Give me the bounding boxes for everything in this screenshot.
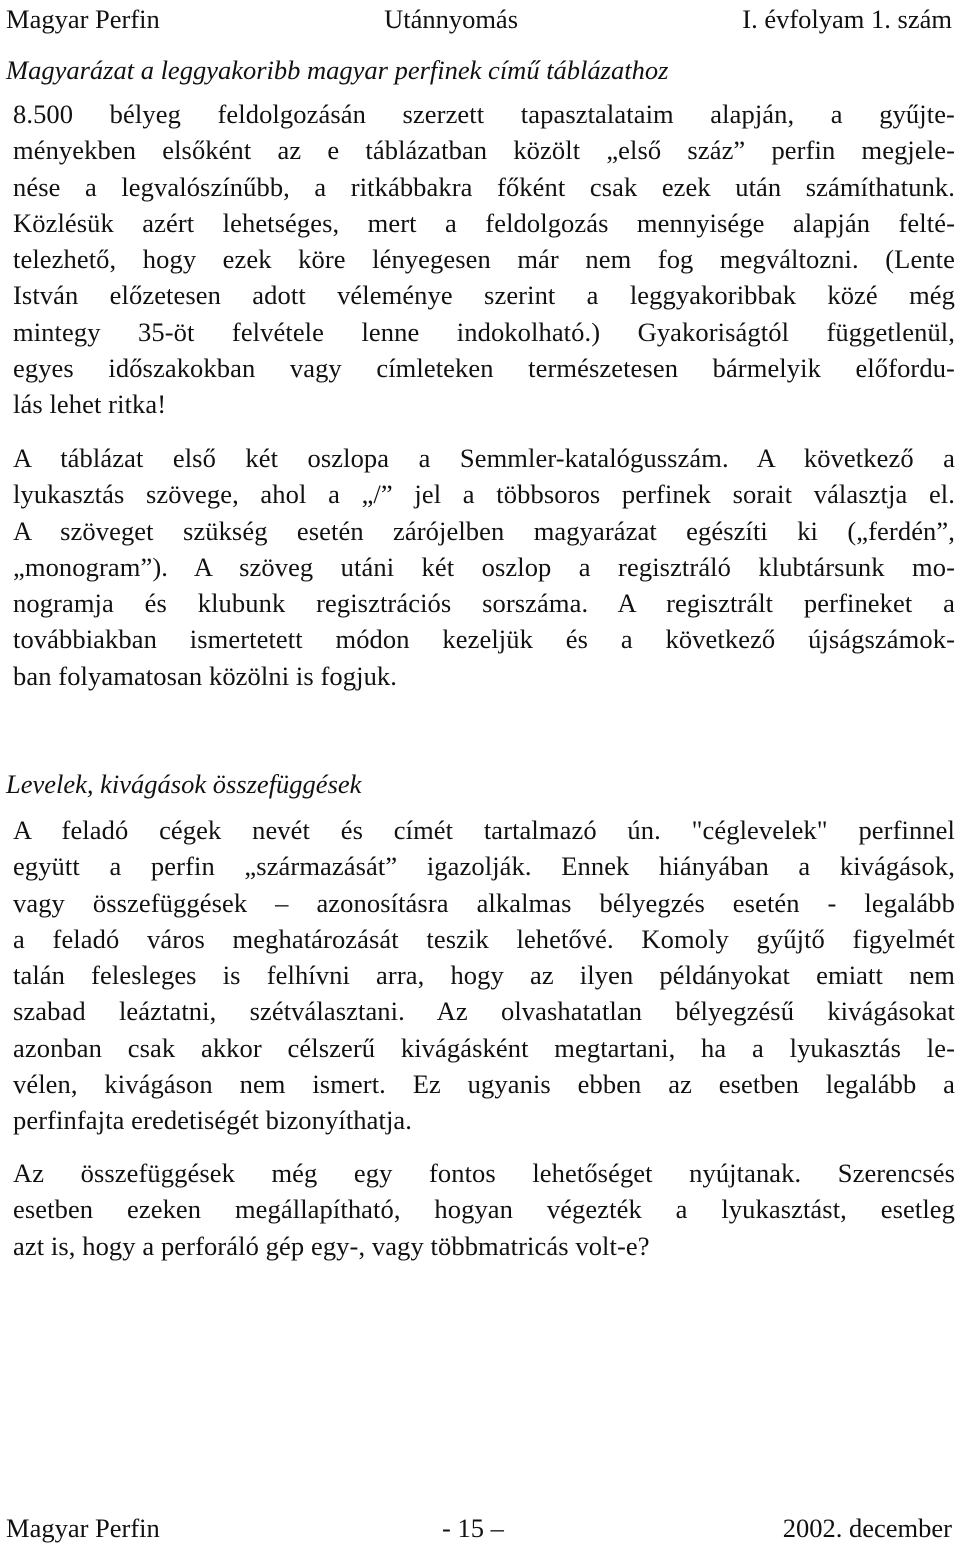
text-line: telezhető, hogy ezek köre lényegesen már nem fog megváltozni. (Lente [13,244,955,275]
text-line: A táblázat első két oszlopa a Semmler-katalógusszám. A következő a [13,443,955,473]
text-line: perfinfajta eredetiségét bizonyíthatja. [13,1105,413,1136]
text-line: vagy összefüggések – azonosításra alkalmas bélyegzés esetén - legalább [13,887,955,918]
header-publication: Magyar Perfin [6,4,160,34]
text-line: a feladó város meghatározását teszik lehetővé. Komoly gyűjtő figyelmét [13,923,955,954]
text-line: vélen, kivágáson nem ismert. Ez ugyanis ebben az esetben legalább a [13,1069,955,1100]
text-line: 8.500 bélyeg feldolgozásán szerzett tapasztalataim alapján, a gyűjte- [13,99,955,129]
paragraph-explanation-2 [13,440,955,694]
page-footer [6,1510,952,1546]
text-line: esetben ezeken megállapítható, hogyan végezték a lyukasztást, esetleg [13,1194,955,1225]
text-line: ban folyamatosan közölni is fogjuk. [13,660,397,691]
page-header [6,2,952,36]
text-line: Az összefüggések még egy fontos lehetőséget nyújtanak. Szerencsés [13,1158,955,1188]
text-line: „monogram”). A szöveg utáni két oszlop a regisztráló klubtársunk mo- [13,551,955,582]
text-line: ményekben elsőként az e táblázatban közölt „első száz” perfin megjele- [13,135,955,166]
text-line: szabad leáztatni, szétválasztani. Az olvashatatlan bélyegzésű kivágásokat [13,996,955,1027]
paragraph-letters-2 [13,1155,955,1264]
page-number: - 15 – [442,1513,504,1543]
text-line: lyukasztás szövege, ahol a „/” jel a többsoros perfinek sorait választja el. [13,479,955,510]
text-line: együtt a perfin „származását” igazolják. Ennek hiányában a kivágások, [13,851,955,882]
footer-publication: Magyar Perfin [6,1513,160,1543]
text-line: A feladó cégek nevét és címét tartalmazó ún. "céglevelek" perfinnel [13,815,955,845]
section-title-letters: Levelek, kivágások összefüggések [6,769,362,799]
header-section: Utánnyomás [384,4,519,34]
text-line: egyes időszakokban vagy címleteken természetesen bármelyik előfordu- [13,353,955,384]
text-line: István előzetesen adott véleménye szerint a leggyakoribbak közé még [13,280,955,311]
paragraph-letters-1 [13,812,955,1139]
text-line: A szöveget szükség esetén zárójelben magyarázat egészíti ki („ferdén”, [13,515,955,546]
section-title-explanation: Magyarázat a leggyakoribb magyar perfinek című táblázathoz [6,55,669,85]
text-line: továbbiakban ismertetett módon kezeljük és a következő újságszámok- [13,624,955,655]
text-line: nése a legvalószínűbb, a ritkábbakra főként csak ezek után számíthatunk. [13,171,955,202]
text-line: Közlésük azért lehetséges, mert a feldolgozás mennyisége alapján felté- [13,207,955,238]
text-line: talán felesleges is felhívni arra, hogy az ilyen példányokat emiatt nem [13,960,955,991]
footer-date: 2002. december [782,1513,952,1543]
text-line: azonban csak akkor célszerű kivágásként megtartani, ha a lyukasztás le- [13,1032,955,1063]
text-line: nogramja és klubunk regisztrációs sorszáma. A regisztrált perfineket a [13,588,955,619]
text-line: lás lehet ritka! [13,389,167,420]
header-issue: I. évfolyam 1. szám [742,4,952,34]
text-line: azt is, hogy a perforáló gép egy-, vagy többmatricás volt-e? [13,1230,650,1261]
paragraph-explanation-1 [13,96,955,423]
text-line: mintegy 35-öt felvétele lenne indokolható.) Gyakoriságtól függetlenül, [13,316,955,347]
